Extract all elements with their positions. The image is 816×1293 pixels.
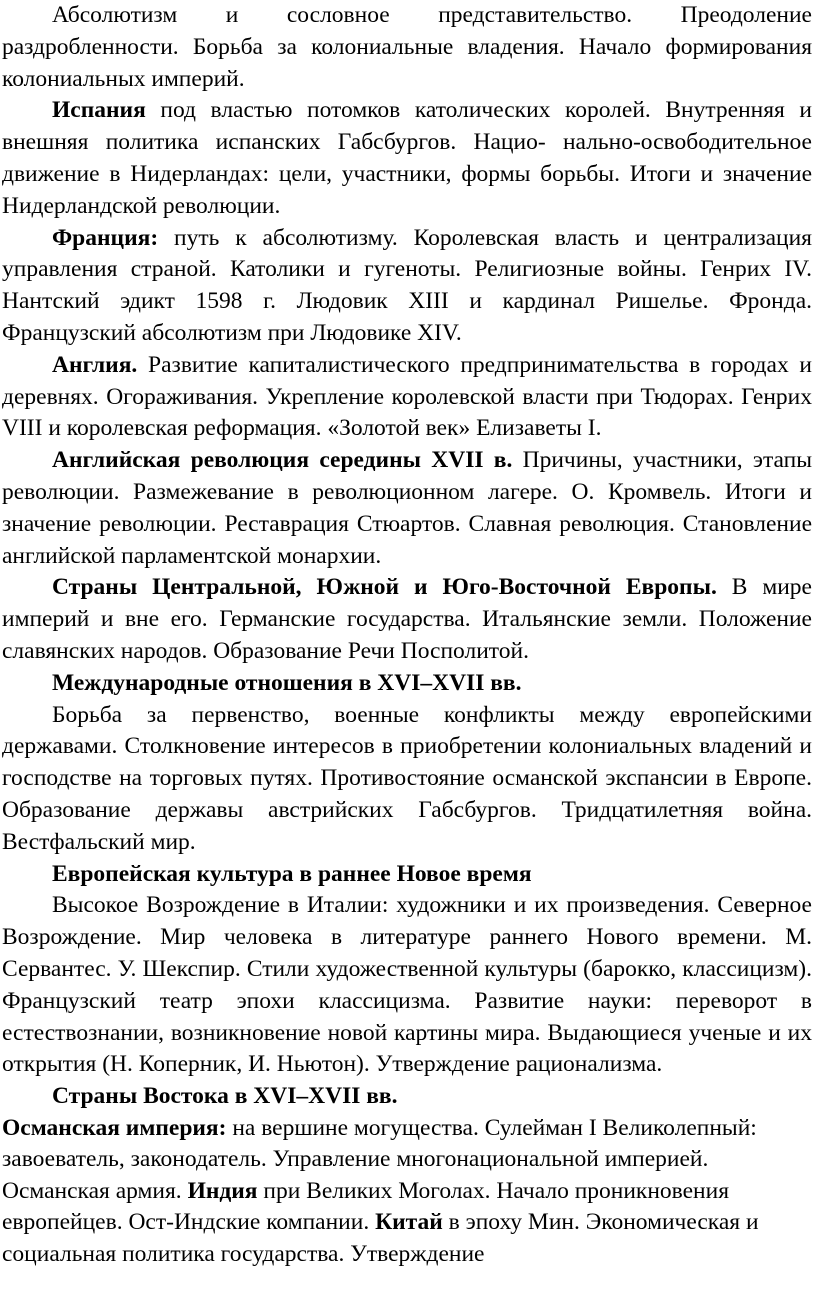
paragraph-text: путь к абсолютизму. Королевская власть и централизация управления страной. Католики и гугеноты. Религиозные войны. Генрих IV. Нантский эдикт 1598 г. Людовик XIII и кардинал Ришелье. Фронда. Французский абсолютизм при Людовике XIV. (2, 224, 812, 346)
paragraph-england (2, 350, 812, 445)
paragraph-text: при Великих Моголах. Начало проникновения европейцев. Ост-Индские компании. (2, 1177, 730, 1236)
paragraph-ottoman-india-china (2, 1113, 812, 1270)
paragraph-text: Развитие капиталистического предпринимательства в городах и деревнях. Огораживания. Укрепление королевской власти при Тюдорах. Генрих VIII и королевская реформация. «Золотой век» Елизаветы I. (2, 351, 812, 442)
paragraph-france (2, 223, 812, 350)
paragraph-lead-spain: Испания (52, 97, 146, 124)
paragraph-lead-central-europe: Страны Центральной, Южной и Юго-Восточной Европы. (52, 574, 717, 601)
heading-international-relations (2, 668, 812, 700)
paragraph-lead-england: Англия. (52, 351, 138, 378)
paragraph-lead-india: Индия (187, 1177, 258, 1204)
paragraph-absolutism (2, 0, 812, 95)
paragraph-text: в эпоху Мин. Экономическая и социальная политика государства. Утверждение (2, 1209, 759, 1267)
paragraph-text: Высокое Возрождение в Италии: художники и их произведения. Северное Возрождение. Мир человека в литературе раннего Нового времени. М. Сервантес. У. Шекспир. Стили художественной культуры (барокко, классицизм). Французский театр эпохи классицизма. Развитие науки: переворот в естествознании, возникновение новой картины мира. Выдающиеся ученые и их открытия (Н. Коперник, И. Ньютон). Утверждение рационализма. (2, 892, 812, 1078)
paragraph-lead-ottoman: Османская империя: (2, 1114, 227, 1141)
paragraph-international-relations (2, 700, 812, 859)
document-body (2, 0, 812, 1270)
paragraph-european-culture (2, 890, 812, 1081)
heading-european-culture (2, 859, 812, 891)
paragraph-spain (2, 95, 812, 222)
heading-eastern-countries (2, 1081, 812, 1113)
paragraph-text: под властью потомков католических королей. Внутренняя и внешняя политика испанских Габсбургов. Нацио- нально-освободительное движение в Нидерландах: цели, участники, формы борьбы. Итоги и значение Нидерландской революции. (2, 97, 812, 219)
paragraph-text: В мире империй и вне его. Германские государства. Итальянские земли. Положение славянских народов. Образование Речи Посполитой. (2, 574, 812, 664)
paragraph-lead-china: Китай (375, 1209, 443, 1236)
section-heading: Европейская культура в раннее Новое время (52, 860, 532, 887)
paragraph-text: Борьба за первенство, военные конфликты между европейскими державами. Столкновение интересов в приобретении колониальных владений и господстве на торговых путях. Противостояние османской экспансии в Европе. Образование державы австрийских Габсбургов. Тридцатилетняя война. Вестфальский мир. (2, 701, 812, 855)
section-heading: Международные отношения в XVI–XVII вв. (52, 669, 522, 696)
paragraph-central-europe (2, 572, 812, 667)
paragraph-lead-france: Франция: (52, 224, 159, 251)
paragraph-text: Абсолютизм и сословное представительство. Преодоление раздробленности. Борьба за колониальные владения. Начало формирования колониальных империй. (2, 2, 812, 92)
paragraph-english-revolution (2, 445, 812, 572)
paragraph-lead-english-revolution: Английская революция середины XVII в. (52, 447, 513, 474)
paragraph-text: на вершине могущества. Сулейман I Великолепный: завоеватель, законодатель. Управление многонациональной империей. Османская армия. (2, 1114, 757, 1204)
paragraph-text: Причины, участники, этапы революции. Размежевание в революционном лагере. О. Кромвель. Итоги и значение революции. Реставрация Стюартов. Славная революция. Становление английской парламентской монархии. (2, 447, 812, 569)
section-heading: Страны Востока в XVI–XVII вв. (52, 1083, 398, 1110)
